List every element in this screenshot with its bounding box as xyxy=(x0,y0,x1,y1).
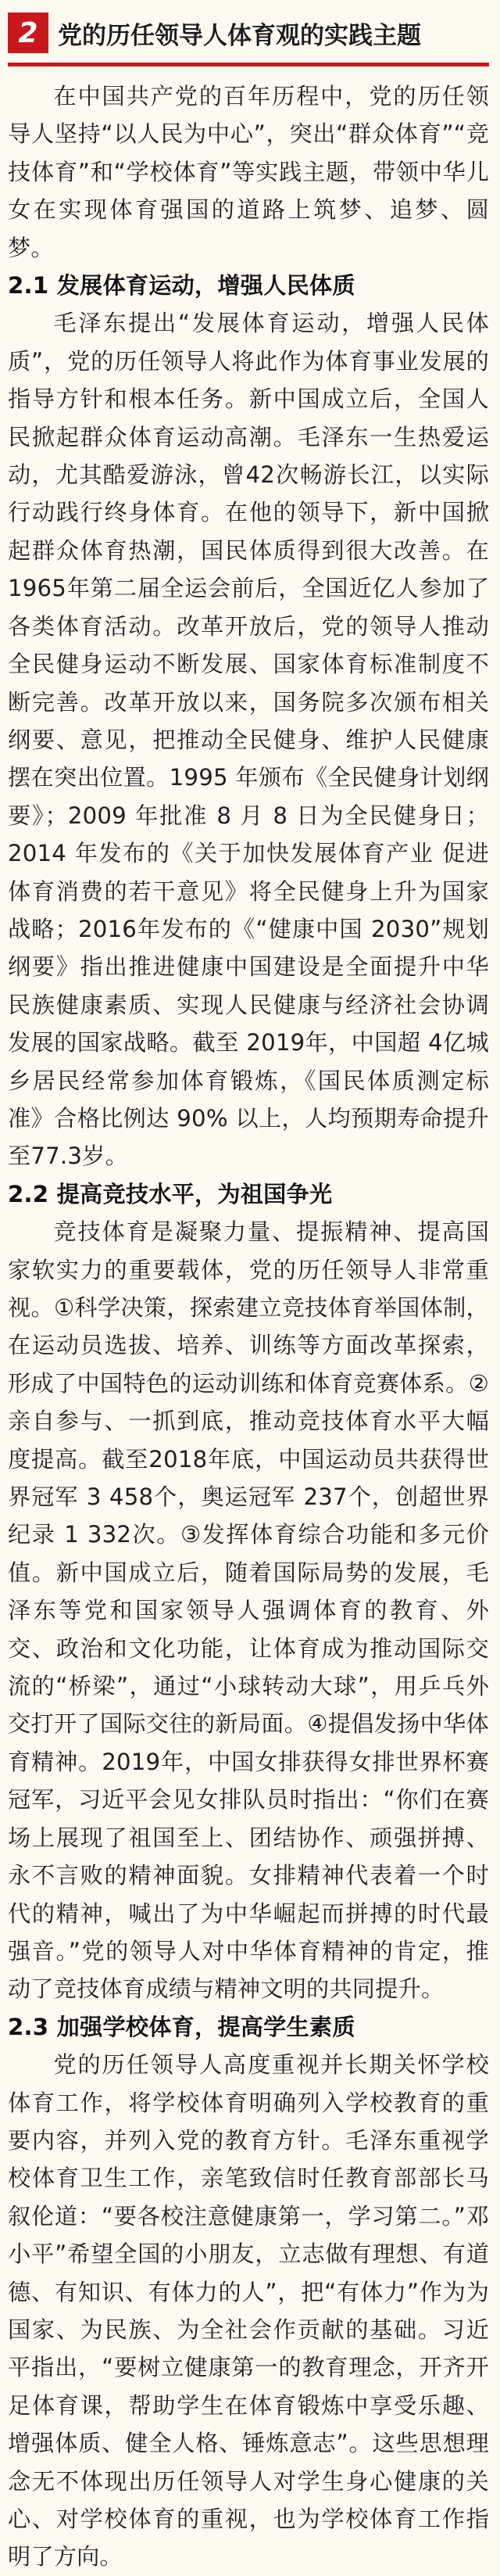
article-page xyxy=(0,3,500,2571)
intro-paragraph: 在中国共产党的百年历程中，党的历任领导人坚持“以人民为中心”，突出“群众体育”“竞技体育”和“学校体育”等实践主题，带领中华儿女在实现体育强国的道路上筑梦、追梦、圆梦。 xyxy=(8,83,489,261)
subsection-paragraph-2-3: 党的历任领导人高度重视并长期关怀学校体育工作，将学校体育明确列入学校教育的重要内容，并列入党的教育方针。毛泽东重视学校体育卫生工作，亲笔致信时任教育部部长马叙伦道：“要各校注意健康第一，学习第二。”邓小平”希望全国的小朋友，立志做有理想、有道德、有知识、有体力的人”，把“有体力”作为为国家、为民族、为全社会作贡献的基础。习近平指出，“要树立健康第一的教育理念，开齐开足体育课，帮助学生在体育锻炼中享受乐趣、增强体质、健全人格、锤炼意志”。这些思想理念无不体现出历任领导人对学生身心健康的关心、对学校体育的重视，也为学校体育工作指明了方向。 xyxy=(8,2051,489,2571)
subsection-heading-2-1: 2.1 发展体育运动，增强人民体质 xyxy=(8,272,355,300)
section-number-badge: 2 xyxy=(8,13,48,53)
section-title: 党的历任领导人体育观的实践主题 xyxy=(58,21,421,50)
article-body xyxy=(8,77,489,2576)
subsection-paragraph-2-1: 毛泽东提出“发展体育运动，增强人民体质”，党的历任领导人将此作为体育事业发展的指导方针和根本任务。新中国成立后，全国人民掀起群众体育运动高潮。毛泽东一生热爱运动，尤其酷爱游泳，曾42次畅游长江，以实际行动践行终身体育。在他的领导下，新中国掀起群众体育热潮，国民体质得到很大改善。在1965年第二届全运会前后，全国近亿人参加了各类体育活动。改革开放后，党的领导人推动全民健身运动不断发展、国家体育标准制度不断完善。改革开放以来，国务院多次颁布相关纲要、意见，把推动全民健身、维护人民健康摆在突出位置。1995 年颁布《全民健身计划纲要》；2009 年批准 8 月 8 日为全民健身日；2014 年发布的《关于加快发展体育产业 促进体育消费的若干意见》将全民健身上升为国家战略；2016年发布的《“健康中国 2030”规划纲要》指出推进健康中国建设是全面提升中华民族健康素质、实现人民健康与经济社会协调发展的国家战略。截至 2019年，中国超 4亿城乡居民经常参加体育锻炼，《国民体质测定标准》合格比例达 90% 以上，人均预期寿命提升至77.3岁。 xyxy=(8,310,489,1170)
subsection-heading-2-3: 2.3 加强学校体育，提高学生素质 xyxy=(8,2013,355,2040)
subsection-heading-2-2: 2.2 提高竞技水平，为祖国争光 xyxy=(8,1180,333,1207)
section-header xyxy=(8,3,489,66)
subsection-paragraph-2-2: 竞技体育是凝聚力量、提振精神、提高国家软实力的重要载体，党的历任领导人非常重视。①科学决策，探索建立竞技体育举国体制，在运动员选拔、培养、训练等方面改革探索，形成了中国特色的运动训练和体育竞赛体系。②亲自参与、一抓到底，推动竞技体育水平大幅度提高。截至2018年底，中国运动员共获得世界冠军 3 458个，奥运冠军 237个，创超世界纪录 1 332次。③发挥体育综合功能和多元价值。新中国成立后，随着国际局势的发展，毛泽东等党和国家领导人强调体育的教育、外交、政治和文化功能，让体育成为推动国际交流的“桥梁”，通过“小球转动大球”，用乒乓外交打开了国际交往的新局面。④提倡发扬中华体育精神。2019年，中国女排获得女排世界杯赛冠军，习近平会见女排队员时指出：“你们在赛场上展现了祖国至上、团结协作、顽强拼搏、永不言败的精神面貌。女排精神代表着一个时代的精神，喊出了为中华崛起而拼搏的时代最强音。”党的领导人对中华体育精神的肯定，推动了竞技体育成绩与精神文明的共同提升。 xyxy=(8,1218,489,2003)
